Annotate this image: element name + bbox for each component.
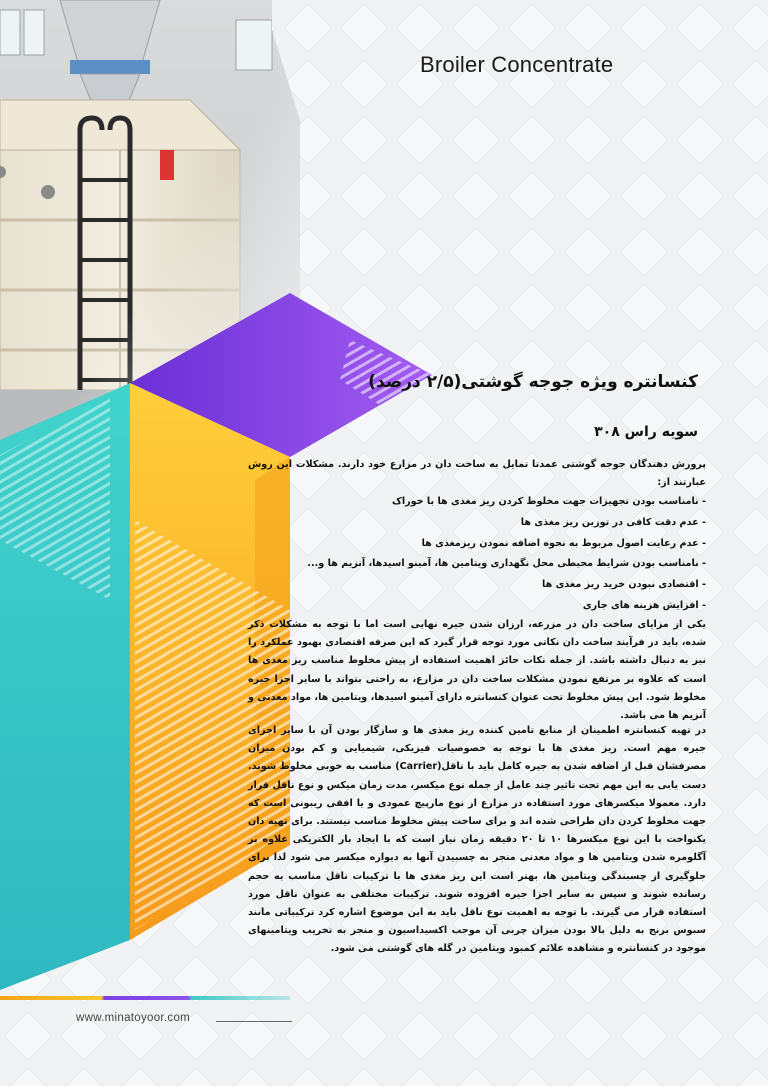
body-paragraph: یکی از مزایای ساخت دان در مزرعه، ارزان شدن جیره نهایی است اما با توجه به مشکلات ذکر شده، باید در فرآیند ساخت دان نکاتی مورد توجه قرار گیرد که این صرفه اقتصادی بهبود عملکرد را نیز به دنبال داشته باشد. از جمله نکات حائز اهمیت استفاده از پیش مخلوط مناسب ریز مغذی ها است که علاوه بر مرتفع نمودن مشکلات ساخت دان در مزارع، به راحتی بتواند با سایر اجزا جیره مخلوط شود. این پیش مخلوط تحت عنوان کنسانتره دارای آمینو اسیدها، ویتامین ها، مواد معدنی و آنزیم ها می باشد.	[248, 619, 706, 722]
intro-paragraph: پرورش دهندگان جوجه گوشتی عمدتا تمایل به ساخت دان در مزارع خود دارند. مشکلات این روش عبارتند از:	[248, 459, 706, 488]
list-item: - اقتصادی نبودن خرید ریز مغذی ها	[542, 579, 706, 591]
footer-divider	[216, 1021, 292, 1022]
website-link[interactable]: www.minatoyoor.com	[76, 1012, 191, 1024]
article-subtitle: سویه راس ۳۰۸	[594, 424, 698, 440]
list-item: - عدم رعایت اصول مربوط به نحوه اضافه نمودن ریزمغذی ها	[421, 537, 706, 549]
footer-color-bar	[0, 996, 290, 1000]
list-item: - عدم دقت کافی در توزین ریز مغذی ها	[520, 516, 706, 528]
list-item: - نامناسب بودن شرایط محیطی محل نگهداری ویتامین ها، آمینو اسیدها، آنزیم ها و...	[307, 558, 706, 570]
problems-list	[248, 492, 706, 617]
page-header-title: Broiler Concentrate	[420, 52, 614, 77]
body-paragraph: در تهیه کنسانتره اطمینان از منابع تامین کننده ریز مغذی ها و سازگار بودن آن با سایر اجزای جیره مهم است. ریز مغذی ها با توجه به خصوصیات فیزیکی، شیمیایی و کم بودن میزان مصرفشان قبل از اضافه شدن به جیره کامل باید با ناقل(Carrier) مناسب به خوبی مخلوط شوند. دست یابی به این مهم تحت تاثیر چند عامل از جمله نوع میکسر، مدت زمان میکس و نوع ناقل قرار دارد. معمولا میکسرهای مورد استفاده در مزارع از نوع مارپیچ عمودی و یا افقی ریبونی است که جهت مخلوط کردن دان طراحی شده اند و برای ساخت پیش مخلوط مناسب نیستند. برای تهیه دان یکنواخت با این نوع میکسرها ۱۰ تا ۲۰ دقیقه زمان نیاز است که با ایجاد بار الکتریکی علاوه بر آگلومره شدن ویتامین ها و مواد معدنی منجر به چسبیدن آنها به دیواره میکسر می شود لذا برای جلوگیری از چسبندگی ویتامین ها، بهتر است این ریز مغذی ها با ترکیبات ناقل مناسب به حجم رسانده شوند و سپس به سایر اجزا جیره افزوده شوند. ترکیبات مختلفی به عنوان ناقل مورد استفاده قرار می گیرند. با توجه به اهمیت نوع ناقل باید به این موضوع اشاره کرد ترکیباتی مانند سبوس برنج به دلیل بالا بودن میزان چربی آن موجب اکسیداسیون و منجر به تخریب ویتامینهای موجود در کنسانتره و مشاهده علائم کمبود ویتامین در گله های گوشتی می شود.	[248, 725, 707, 955]
list-item: - نامناسب بودن تجهیزات جهت مخلوط کردن ریز مغذی ها با خوراک	[392, 496, 706, 507]
article-title: کنسانتره ویژه جوجه گوشتی(۲/۵ درصد)	[368, 372, 698, 392]
list-item: - افزایش هزینه های جاری	[582, 599, 706, 611]
